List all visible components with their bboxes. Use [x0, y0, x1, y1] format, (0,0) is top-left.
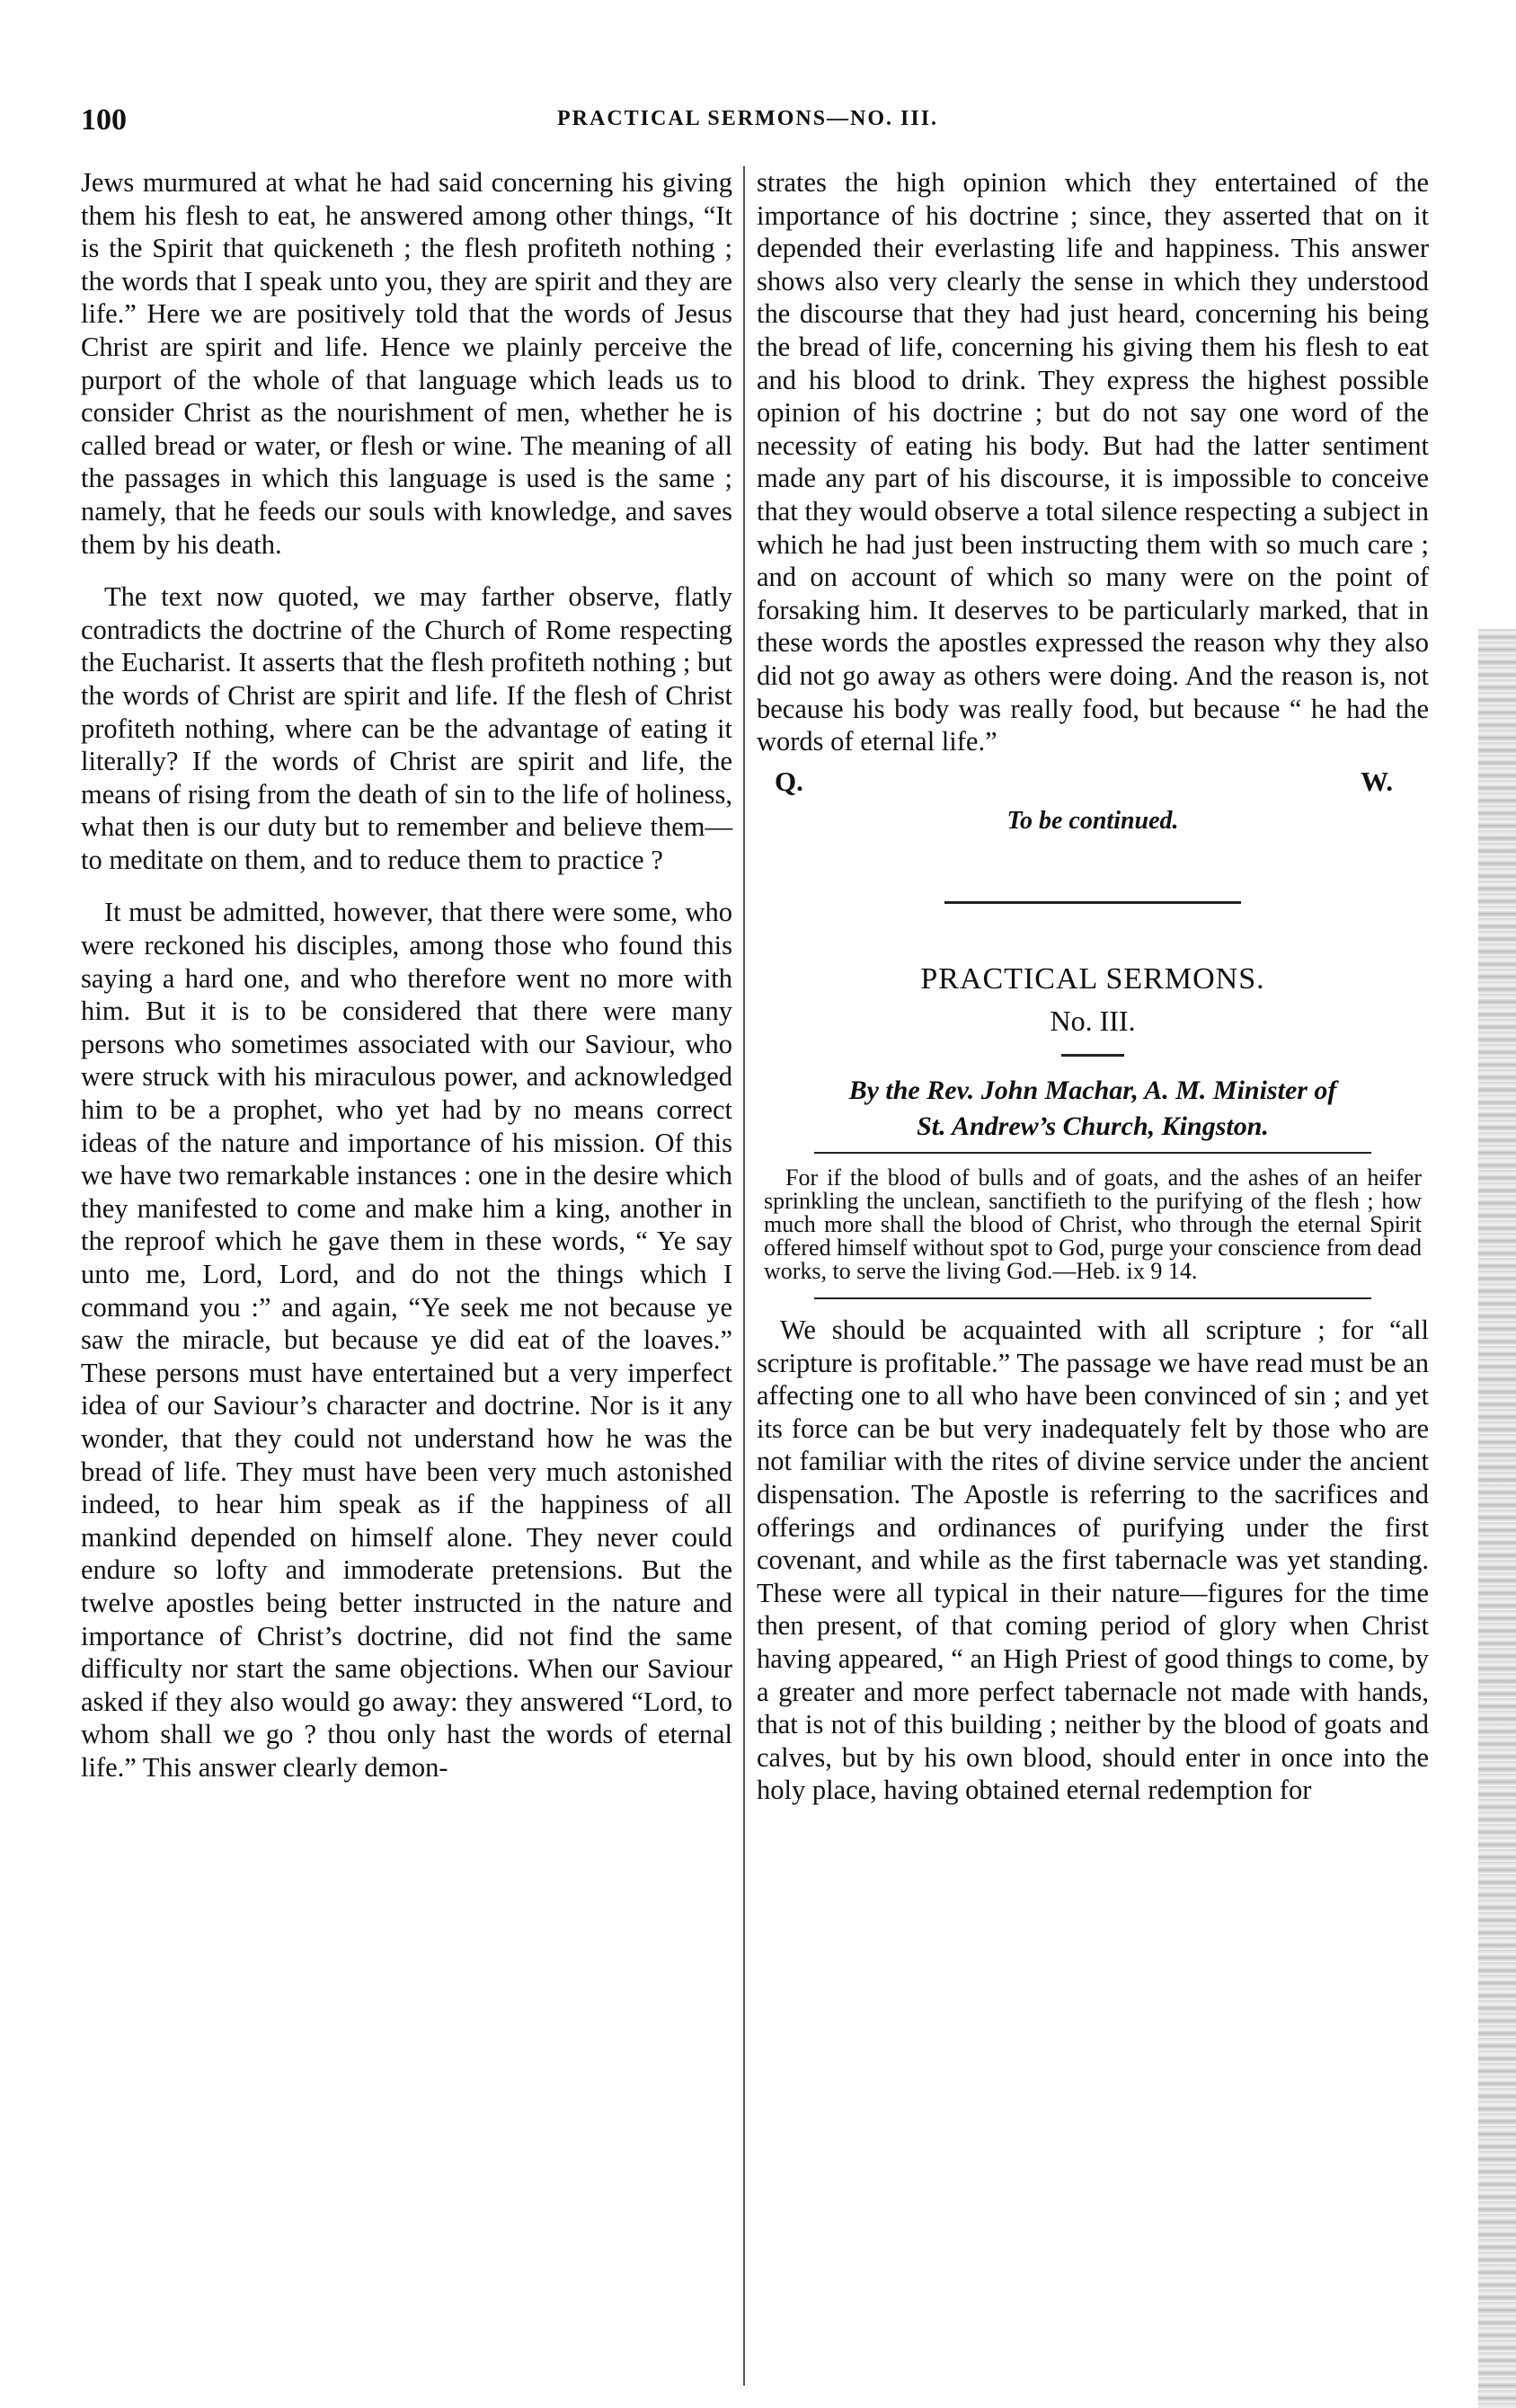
running-title: PRACTICAL SERMONS—NO. III. — [557, 107, 939, 130]
scan-edge-marks — [1478, 629, 1516, 2408]
left-column — [81, 166, 732, 1784]
byline-line-2: St. Andrew’s Church, Kingston. — [917, 1111, 1269, 1142]
text-columns — [81, 166, 1429, 2386]
section-divider — [944, 901, 1241, 904]
byline-line-1: By the Rev. John Machar, A. M. Minister of — [848, 1076, 1337, 1106]
signature-initial-w: W. — [1361, 765, 1393, 797]
epigraph-top-rule — [814, 1152, 1371, 1154]
scripture-epigraph — [757, 1166, 1429, 1283]
to-be-continued-note: To be continued. — [1006, 807, 1179, 836]
left-paragraph-3: It must be admitted, however, that there were some, who were reckoned his disciples, among those who found this saying a hard one, and who therefore went no more with him. But it is to be considered that there were many persons who sometimes associated with our Saviour, who were struck with his miraculous power, and acknowledged him to be a prophet, who yet had by no means correct ideas of the nature and importance of his mission. Of this we have two remarkable instances : one in the desire which they manifested to come and make him a king, another in the reproof which he gave them in these words, “ Ye say unto me, Lord, Lord, and do not the things which I command you :” and again, “Ye seek me not because ye saw the miracle, but because ye did eat of the loaves.” These persons must have entertained but a very imperfect idea of our Saviour’s character and doctrine. Nor is it any wonder, that they could not understand how he was the bread of life. They must have been very much astonished indeed, to hear him speak as if the happiness of all mankind depended on himself alone. They never could endure so lofty and immoderate pretensions. But the twelve apostles being better instructed in the nature and importance of Christ’s doctrine, did not find the same difficulty nor start the same objections. When our Saviour asked if they also would go away: they answered “Lord, to whom shall we go ? thou only hast the words of eternal life.” This answer clearly demon- — [81, 897, 732, 1783]
right-column — [757, 166, 1429, 1807]
sermon-body — [757, 1314, 1429, 1807]
journal-page — [81, 94, 1429, 1806]
sermon-number: No. III. — [1050, 1005, 1136, 1038]
page-number: 100 — [81, 103, 127, 137]
epigraph-bottom-rule — [814, 1297, 1371, 1299]
article-signature — [757, 766, 1429, 799]
right-paragraph-2: We should be acquainted with all scripture ; for “all scripture is profitable.” The passage we have read must be an affecting one to all who have been convinced of sin ; and yet its force can be but very inadequately felt by those who are not familiar with the rites of divine service under the ancient dispensation. The Apostle is referring to the sacrifices and offerings and ordinances of purifying under the first covenant, and while as the first tabernacle was yet standing. These were all typical in their nature—figures for the time then present, of that coming period of glory when Christ having appeared, “ an High Priest of good things to come, by a greater and more perfect tabernacle not made with hands, that is not of this building ; neither by the blood of goats and calves, but by his own blood, should enter in once into the holy place, having obtained eternal redemption for — [757, 1315, 1429, 1806]
running-head — [81, 94, 1429, 139]
left-paragraph-2: The text now quoted, we may farther observe, flatly contradicts the doctrine of the Church of Rome respecting the Eucharist. It asserts that the flesh profiteth nothing ; but the words of Christ are spirit and life. If the flesh of Christ profiteth nothing, where can be the advantage of eating it literally? If the words of Christ are spirit and life, the means of rising from the death of sin to the life of holiness, what then is our duty but to remember and believe them—to meditate on them, and to reduce them to practice ? — [81, 581, 732, 875]
left-paragraph-1: Jews murmured at what he had said concerning his giving them his flesh to eat, he answered among other things, “It is the Spirit that quickeneth ; the flesh profiteth nothing ; the words that I speak unto you, they are spirit and they are life.” Here we are positively told that the words of Jesus Christ are spirit and life. Hence we plainly perceive the purport of the whole of that language which leads us to consider Christ as the nourishment of men, whether he is called bread or water, or flesh or wine. The meaning of all the passages in which this language is used is the same ; namely, that he feeds our souls with knowledge, and saves them by his death. — [81, 167, 732, 560]
right-paragraph-1: strates the high opinion which they entertained of the importance of his doctrine ; since, they asserted that on it depended their everlasting life and happiness. This answer shows also very clearly the sense in which they understood the discourse that they had just heard, concerning his being the bread of life, concerning his giving them his flesh to eat and his blood to drink. They express the highest possible opinion of his doctrine ; but do not say one word of the necessity of eating his body. But had the latter sentiment made any part of his discourse, it is impossible to conceive that they would observe a total silence respecting a subject in which he had just been instructing them with so much care ; and on account of which so many were on the point of forsaking him. It deserves to be particularly marked, that in these words the apostles expressed the reason why they also did not go away as others were doing. And the reason is, not because his body was really food, but because “ he had the words of eternal life.” — [757, 167, 1429, 757]
epigraph-text: For if the blood of bulls and of goats, and the ashes of an heifer sprinkling the unclean, sanctifieth to the purifying of the flesh ; how much more shall the blood of Christ, who through the eternal Spirit offered himself without spot to God, purge your conscience from dead works, to serve the living God.—Heb. ix 9 14. — [764, 1164, 1422, 1285]
signature-initial-q: Q. — [775, 765, 803, 797]
sermon-title: PRACTICAL SERMONS. — [920, 961, 1265, 996]
sermon-byline — [757, 1073, 1429, 1145]
title-divider — [1061, 1054, 1124, 1057]
column-divider — [743, 166, 745, 2386]
